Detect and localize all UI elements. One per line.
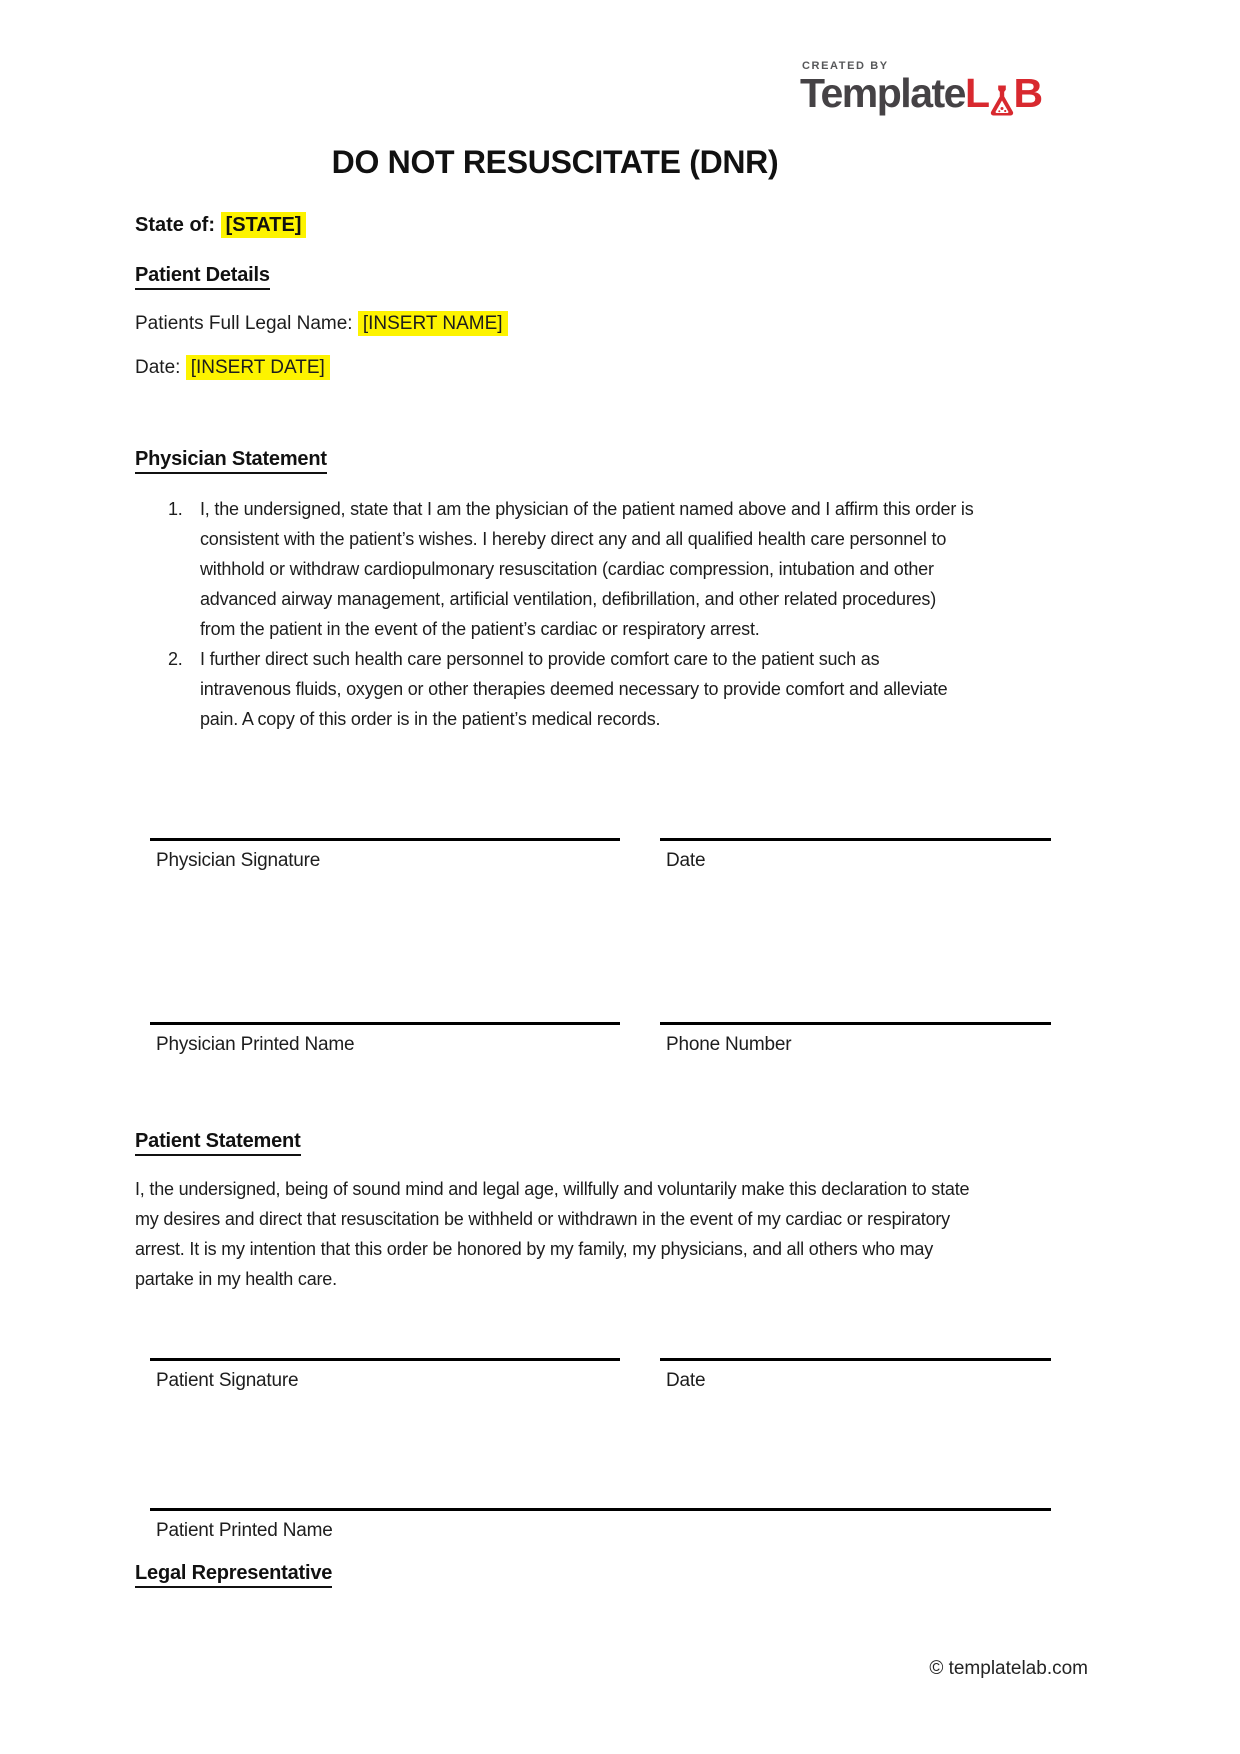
patient-date-placeholder: [INSERT DATE] xyxy=(186,355,330,380)
list-item-text: I further direct such health care personnel to provide comfort care to the patient such as intravenous fluids, oxygen or other therapies deemed necessary to provide comfort and alleviate pain. A copy of this order is in the patient’s medical records. xyxy=(200,649,948,729)
physician-printed-name-label: Physician Printed Name xyxy=(156,1034,355,1055)
phone-number-label: Phone Number xyxy=(666,1034,792,1055)
list-item-text: I, the undersigned, state that I am the physician of the patient named above and I affirm this order is consistent with the patient’s wishes. I hereby direct any and all qualified health care personnel to withhold or withdraw cardiopulmonary resuscitation (cardiac compression, intubation and other advanced airway management, artificial ventilation, defibrillation, and other related procedures) from the patient in the event of the patient’s cardiac or respiratory arrest. xyxy=(200,499,974,639)
physician-date-label: Date xyxy=(666,850,706,871)
patient-statement-section xyxy=(135,1130,301,1156)
patient-date-label: Date xyxy=(666,1370,706,1391)
patient-printed-name-field xyxy=(150,1508,1051,1542)
patient-signature-field xyxy=(150,1358,620,1392)
patient-date-label: Date: xyxy=(135,357,181,378)
patient-statement-heading: Patient Statement xyxy=(135,1130,301,1156)
list-item xyxy=(168,644,975,734)
patient-signature-row xyxy=(150,1358,1051,1392)
legal-representative-section xyxy=(135,1562,332,1588)
physician-printed-name-field xyxy=(150,1022,620,1056)
document-title: DO NOT RESUSCITATE (DNR) xyxy=(331,144,779,180)
patient-printed-name-label: Patient Printed Name xyxy=(156,1520,333,1541)
patient-name-placeholder: [INSERT NAME] xyxy=(358,311,508,336)
physician-date-field xyxy=(660,838,1051,872)
state-line xyxy=(135,214,306,237)
state-placeholder: [STATE] xyxy=(221,212,307,238)
phone-number-field xyxy=(660,1022,1051,1056)
list-item-number: 2. xyxy=(168,649,183,669)
physician-statement-list xyxy=(168,494,975,734)
logo-lab-b: B xyxy=(1013,70,1042,116)
list-item xyxy=(168,494,975,644)
logo-lab-l: L xyxy=(964,70,989,116)
logo-created-by-text: CREATED BY xyxy=(802,60,889,72)
logo-template-text: Template xyxy=(800,70,965,116)
state-label: State of: xyxy=(135,214,215,236)
patient-date-line xyxy=(135,357,330,379)
footer-copyright: © templatelab.com xyxy=(929,1658,1088,1679)
flask-icon xyxy=(990,82,1014,113)
patient-statement-text: I, the undersigned, being of sound mind and legal age, willfully and voluntarily make this declaration to state my desires and direct that resuscitation be withheld or withdrawn in the event of my cardiac or respiratory arrest. It is my intention that this order be honored by my family, my physicians, and all others who may partake in my health care. xyxy=(135,1179,970,1289)
physician-statement-section xyxy=(135,448,327,474)
patient-name-line xyxy=(135,313,508,335)
patient-signature-label: Patient Signature xyxy=(156,1370,299,1391)
physician-signature-row xyxy=(150,838,1051,872)
physician-signature-field xyxy=(150,838,620,872)
logo-brand-text xyxy=(800,70,1042,116)
patient-details-section xyxy=(135,264,270,290)
templatelab-logo xyxy=(800,60,1042,114)
physician-printed-name-row xyxy=(150,1022,1051,1056)
patient-date-field xyxy=(660,1358,1051,1392)
physician-signature-label: Physician Signature xyxy=(156,850,321,871)
patient-details-heading: Patient Details xyxy=(135,264,270,290)
legal-representative-heading: Legal Representative xyxy=(135,1562,332,1588)
physician-statement-heading: Physician Statement xyxy=(135,448,327,474)
list-item-number: 1. xyxy=(168,499,183,519)
patient-name-label: Patients Full Legal Name: xyxy=(135,313,353,334)
